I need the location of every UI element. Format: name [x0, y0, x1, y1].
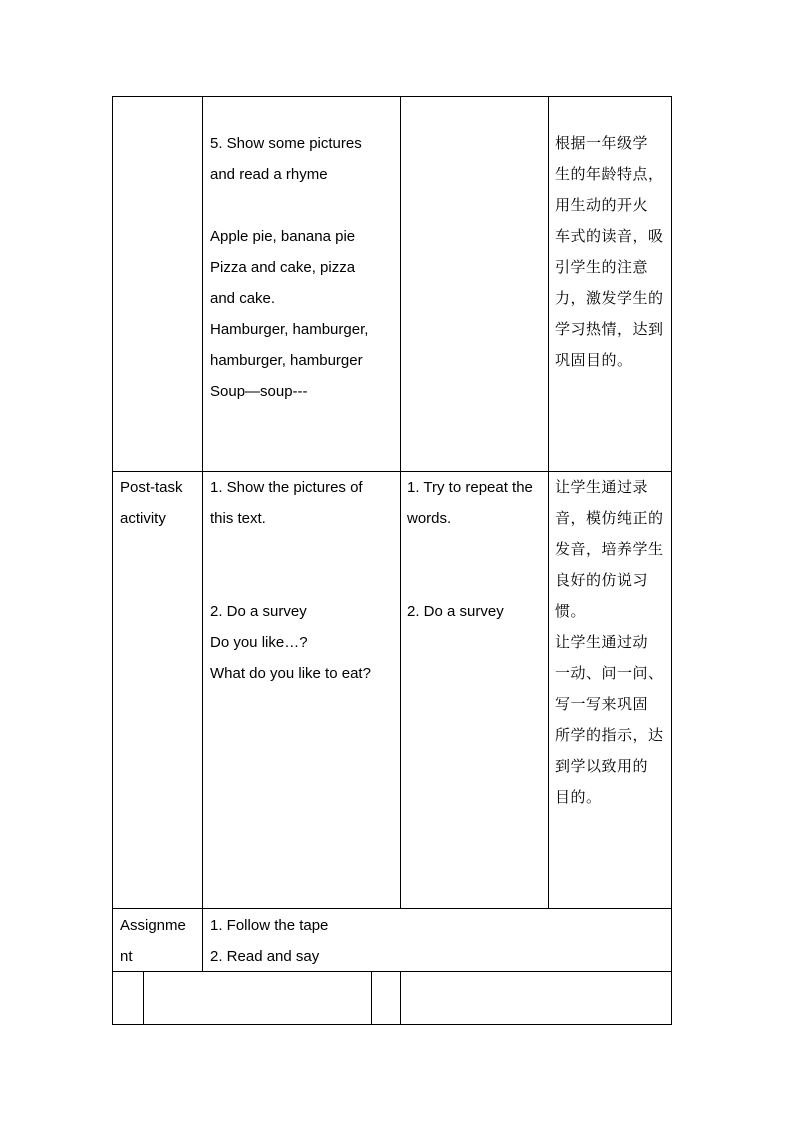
- purpose-line: 根据一年级学: [555, 134, 649, 152]
- purpose-line: 一动、问一问、: [555, 664, 664, 682]
- posttask-stage-label: [120, 472, 183, 534]
- purpose-line: 让学生通过录: [555, 478, 649, 496]
- teacher-line: Do you like…?: [210, 634, 308, 651]
- assignment-stage-label: [120, 910, 186, 972]
- last-row-divider-1: [143, 971, 144, 1025]
- purpose-line: 引学生的注意: [555, 258, 649, 276]
- purpose-line: 所学的指示，达: [555, 726, 664, 744]
- purpose-line: 用生动的开火: [555, 196, 649, 214]
- teacher-line: 2. Do a survey: [210, 603, 307, 620]
- purpose-line: 巩固目的。: [555, 351, 633, 369]
- purpose-line: 生的年龄特点，: [555, 165, 664, 183]
- teacher-line: 1. Show the pictures of: [210, 479, 363, 496]
- posttask-teacher-activity: [210, 472, 371, 689]
- table-border-bottom: [112, 1024, 672, 1025]
- stage-line: Assignme: [120, 917, 186, 934]
- col-divider-student: [548, 96, 549, 909]
- posttask-purpose: [555, 472, 664, 813]
- teacher-line: this text.: [210, 510, 266, 527]
- teacher-line: Pizza and cake, pizza: [210, 259, 356, 276]
- teacher-line: 5. Show some pictures: [210, 135, 362, 152]
- purpose-line: 发音，培养学生: [555, 540, 664, 558]
- purpose-line: 目的。: [555, 788, 602, 806]
- col-divider-stage: [202, 96, 203, 972]
- purpose-line: 学习热情，达到: [555, 320, 664, 338]
- purpose-line: 音，模仿纯正的: [555, 509, 664, 527]
- teacher-line: and cake.: [210, 290, 276, 307]
- assignment-items: [210, 910, 328, 972]
- table-border-top: [112, 96, 672, 97]
- teacher-line: Soup—soup---: [210, 383, 308, 400]
- teacher-line: Apple pie, banana pie: [210, 228, 356, 245]
- purpose-line: 到学以致用的: [555, 757, 649, 775]
- purpose-line: 惯。: [555, 602, 587, 620]
- warmup-purpose: [555, 128, 664, 376]
- col-divider-teacher: [400, 96, 401, 909]
- student-line: 1. Try to repeat the: [407, 479, 533, 496]
- stage-line: nt: [120, 948, 133, 965]
- teacher-line: hamburger, hamburger: [210, 352, 363, 369]
- purpose-line: 力，激发学生的: [555, 289, 664, 307]
- row-divider-2: [112, 908, 672, 909]
- purpose-line: 写一写来巩固: [555, 695, 649, 713]
- teacher-line: What do you like to eat?: [210, 665, 371, 682]
- stage-line: activity: [120, 510, 166, 527]
- warmup-teacher-activity: [210, 128, 368, 407]
- purpose-line: 让学生通过动: [555, 633, 649, 651]
- last-row-divider-2: [371, 971, 372, 1025]
- assignment-item: 2. Read and say: [210, 948, 320, 965]
- student-line: words.: [407, 510, 452, 527]
- student-line: 2. Do a survey: [407, 603, 504, 620]
- row-divider-3: [112, 971, 672, 972]
- table-border-left: [112, 96, 113, 1025]
- assignment-item: 1. Follow the tape: [210, 917, 329, 934]
- posttask-student-activity: [407, 472, 533, 627]
- purpose-line: 车式的读音，吸: [555, 227, 664, 245]
- teacher-line: Hamburger, hamburger,: [210, 321, 369, 338]
- last-row-divider-3: [400, 971, 401, 1025]
- teacher-line: and read a rhyme: [210, 166, 328, 183]
- purpose-line: 良好的仿说习: [555, 571, 649, 589]
- table-border-right: [671, 96, 672, 1025]
- stage-line: Post-task: [120, 479, 183, 496]
